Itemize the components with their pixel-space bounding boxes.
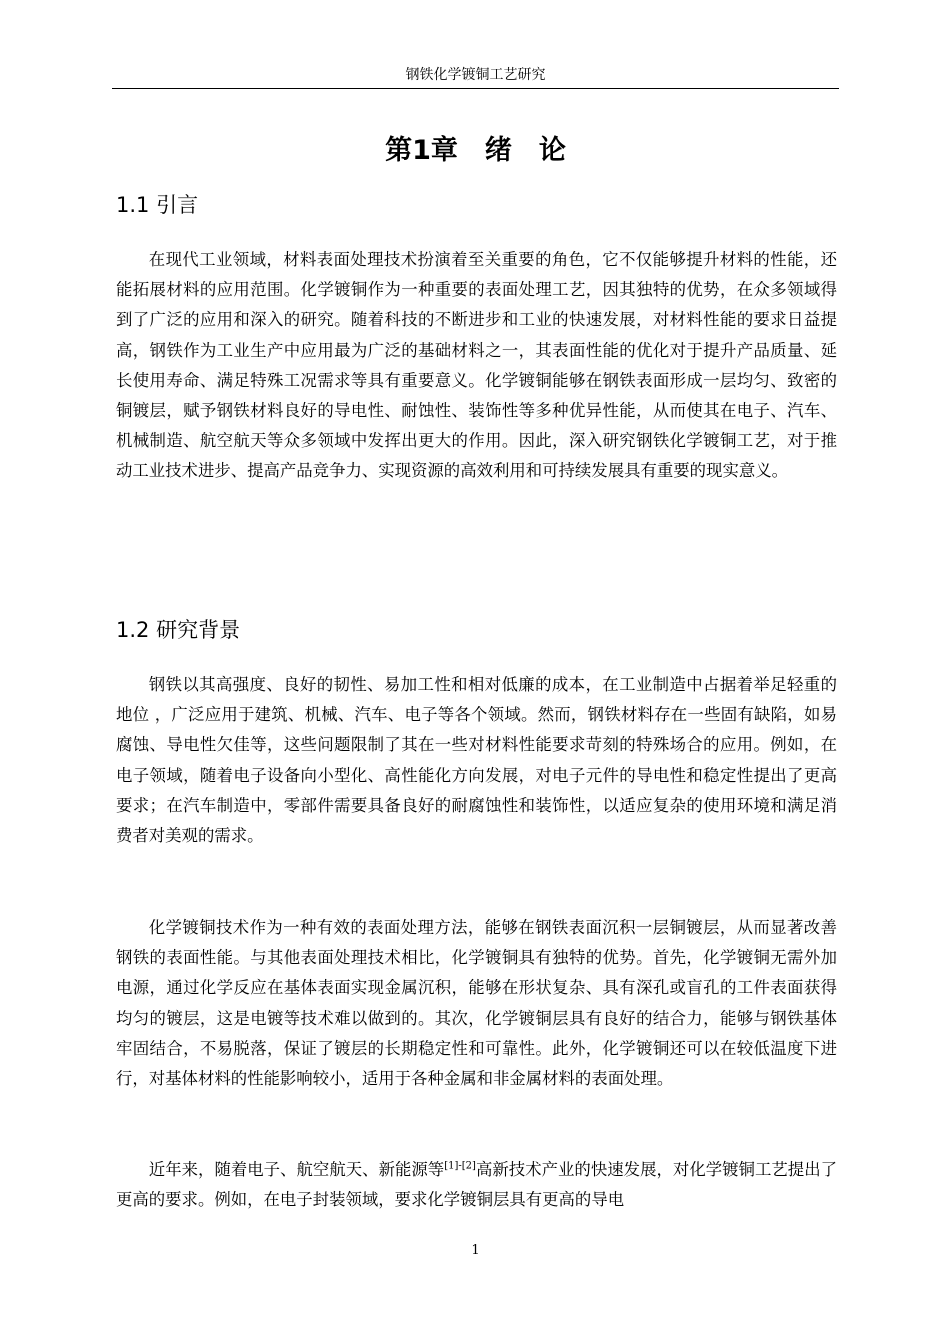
chapter-title: 第1章 绪 论 <box>385 135 566 166</box>
running-header: 钢铁化学镀铜工艺研究 <box>405 67 546 83</box>
paragraph-background-1: 钢铁以其高强度、良好的韧性、易加工性和相对低廉的成本，在工业制造中占据着举足轻重的地位 ，广泛应用于建筑、机械、汽车、电子等各个领域。然而，钢铁材料存在一些固有缺陷，如易腐蚀、导电性欠佳等，这些问题限制了其在一些对材料性能要求苛刻的特殊场合的应用。例如，在电子领域，随着电子设备向小型化、高性能化方向发展，对电子元件的导电性和稳定性提出了更高要求；在汽车制造中，零部件需要具备良好的耐腐蚀性和装饰性，以适应复杂的使用环境和满足消费者对美观的需求。 <box>116 675 837 846</box>
section-heading-1-2: 1.2 研究背景 <box>116 618 241 642</box>
citation-ref[interactable]: [1]-[2] <box>444 1160 476 1172</box>
paragraph-background-2: 化学镀铜技术作为一种有效的表面处理方法，能够在钢铁表面沉积一层铜镀层，从而显著改善钢铁的表面性能。与其他表面处理技术相比，化学镀铜具有独特的优势。首先，化学镀铜无需外加电源，通过化学反应在基体表面实现金属沉积，能够在形状复杂、具有深孔或盲孔的工件表面获得均匀的镀层，这是电镀等技术难以做到的。其次，化学镀铜层具有良好的结合力，能够与钢铁基体牢固结合，不易脱落，保证了镀层的长期稳定性和可靠性。此外，化学镀铜还可以在较低温度下进行，对基体材料的性能影响较小，适用于各种金属和非金属材料的表面处理。 <box>116 918 837 1089</box>
paragraph-background-3 <box>116 1155 837 1215</box>
paragraph-text: 近年来，随着电子、航空航天、新能源等 <box>148 1160 445 1179</box>
paragraph-intro: 在现代工业领域，材料表面处理技术扮演着至关重要的角色，它不仅能够提升材料的性能，还能拓展材料的应用范围。化学镀铜作为一种重要的表面处理工艺，因其独特的优势，在众多领域得到了广泛的应用和深入的研究。随着科技的不断进步和工业的快速发展，对材料性能的要求日益提高，钢铁作为工业生产中应用最为广泛的基础材料之一，其表面性能的优化对于提升产品质量、延长使用寿命、满足特殊工况需求等具有重要意义。化学镀铜能够在钢铁表面形成一层均匀、致密的铜镀层，赋予钢铁材料良好的导电性、耐蚀性、装饰性等多种优异性能，从而使其在电子、汽车、机械制造、航空航天等众多领域中发挥出更大的作用。因此，深入研究钢铁化学镀铜工艺，对于推动工业技术进步、提高产品竞争力、实现资源的高效利用和可持续发展具有重要的现实意义。 <box>116 250 837 481</box>
page-number: 1 <box>471 1243 480 1258</box>
paragraph-text: 高新技术产业的快速发展，对化学镀铜工艺提出了更高的要求。例如，在电子封装领域，要求化学镀铜层具有更高的导电 <box>116 1160 838 1210</box>
header-rule <box>112 88 839 89</box>
section-heading-1-1: 1.1 引言 <box>116 193 199 217</box>
